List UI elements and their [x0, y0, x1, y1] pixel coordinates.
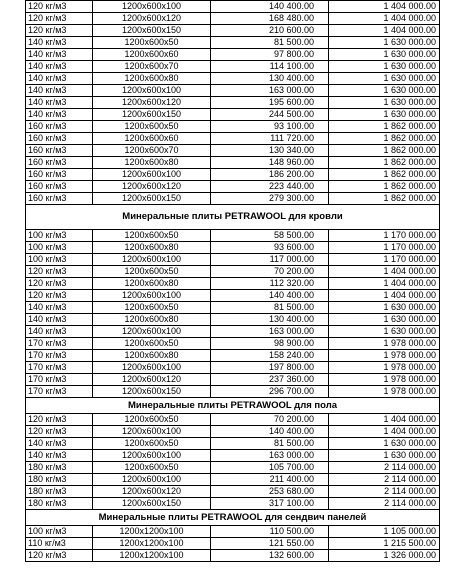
price-per-m3-cell: 1 630 000.00 [329, 109, 440, 121]
size-cell: 1200х600х120 [93, 486, 211, 498]
density-cell: 120 кг/м3 [26, 278, 93, 290]
density-cell: 170 кг/м3 [26, 362, 93, 374]
price-cell: 132 600.00 [211, 550, 329, 562]
price-per-m3-cell: 1 862 000.00 [329, 181, 440, 193]
price-per-m3-cell: 1 630 000.00 [329, 302, 440, 314]
size-cell: 1200х600х50 [93, 266, 211, 278]
density-cell: 140 кг/м3 [26, 326, 93, 338]
table-row [26, 438, 440, 450]
table-row [26, 374, 440, 386]
density-cell: 180 кг/м3 [26, 486, 93, 498]
size-cell: 1200х600х150 [93, 25, 211, 37]
size-cell: 1200х600х150 [93, 109, 211, 121]
density-cell: 120 кг/м3 [26, 550, 93, 562]
price-cell: 114 100.00 [211, 61, 329, 73]
density-cell: 140 кг/м3 [26, 302, 93, 314]
price-per-m3-cell: 1 862 000.00 [329, 157, 440, 169]
price-per-m3-cell: 1 630 000.00 [329, 37, 440, 49]
price-per-m3-cell: 1 630 000.00 [329, 73, 440, 85]
table-row [26, 550, 440, 562]
price-cell: 70 200.00 [211, 266, 329, 278]
price-per-m3-cell: 1 630 000.00 [329, 49, 440, 61]
price-per-m3-cell: 1 978 000.00 [329, 338, 440, 350]
table-row [26, 290, 440, 302]
price-per-m3-cell: 1 630 000.00 [329, 97, 440, 109]
density-cell: 140 кг/м3 [26, 85, 93, 97]
size-cell: 1200х600х100 [93, 450, 211, 462]
price-per-m3-cell: 1 404 000.00 [329, 426, 440, 438]
price-cell: 105 700.00 [211, 462, 329, 474]
size-cell: 1200х600х80 [93, 242, 211, 254]
density-cell: 160 кг/м3 [26, 145, 93, 157]
price-per-m3-cell: 2 114 000.00 [329, 462, 440, 474]
price-cell: 130 400.00 [211, 314, 329, 326]
price-cell: 130 400.00 [211, 73, 329, 85]
price-cell: 58 500.00 [211, 230, 329, 242]
density-cell: 160 кг/м3 [26, 193, 93, 205]
price-cell: 81 500.00 [211, 302, 329, 314]
density-cell: 140 кг/м3 [26, 97, 93, 109]
section-title: Минеральные плиты PETRAWOOL для кровли [26, 205, 440, 230]
table-row [26, 169, 440, 181]
table-row [26, 486, 440, 498]
density-cell: 120 кг/м3 [26, 266, 93, 278]
price-per-m3-cell: 1 404 000.00 [329, 266, 440, 278]
table-row [26, 61, 440, 73]
size-cell: 1200х600х100 [93, 1, 211, 13]
size-cell: 1200х600х100 [93, 426, 211, 438]
price-per-m3-cell: 1 862 000.00 [329, 145, 440, 157]
price-cell: 97 800.00 [211, 49, 329, 61]
size-cell: 1200х600х80 [93, 157, 211, 169]
price-table-body [26, 1, 440, 562]
price-cell: 296 700.00 [211, 386, 329, 398]
size-cell: 1200х600х100 [93, 290, 211, 302]
price-cell: 210 600.00 [211, 25, 329, 37]
table-row [26, 414, 440, 426]
table-row [26, 338, 440, 350]
price-cell: 211 400.00 [211, 474, 329, 486]
price-cell: 98 900.00 [211, 338, 329, 350]
density-cell: 100 кг/м3 [26, 230, 93, 242]
price-cell: 130 340.00 [211, 145, 329, 157]
size-cell: 1200х600х50 [93, 230, 211, 242]
price-per-m3-cell: 2 114 000.00 [329, 498, 440, 510]
price-cell: 93 600.00 [211, 242, 329, 254]
price-per-m3-cell: 2 114 000.00 [329, 474, 440, 486]
size-cell: 1200х600х150 [93, 498, 211, 510]
density-cell: 160 кг/м3 [26, 169, 93, 181]
price-cell: 253 680.00 [211, 486, 329, 498]
table-row [26, 230, 440, 242]
size-cell: 1200х600х50 [93, 37, 211, 49]
price-per-m3-cell: 1 630 000.00 [329, 314, 440, 326]
table-row [26, 526, 440, 538]
price-cell: 140 400.00 [211, 426, 329, 438]
density-cell: 140 кг/м3 [26, 37, 93, 49]
size-cell: 1200х600х80 [93, 314, 211, 326]
price-per-m3-cell: 1 170 000.00 [329, 242, 440, 254]
section-header [26, 205, 440, 230]
size-cell: 1200х600х80 [93, 278, 211, 290]
price-per-m3-cell: 1 326 000.00 [329, 550, 440, 562]
table-row [26, 242, 440, 254]
price-cell: 195 600.00 [211, 97, 329, 109]
size-cell: 1200х600х120 [93, 181, 211, 193]
table-row [26, 37, 440, 49]
price-cell: 140 400.00 [211, 290, 329, 302]
density-cell: 170 кг/м3 [26, 350, 93, 362]
price-per-m3-cell: 1 862 000.00 [329, 133, 440, 145]
table-row [26, 13, 440, 25]
table-row [26, 121, 440, 133]
size-cell: 1200х1200х100 [93, 526, 211, 538]
table-row [26, 109, 440, 121]
table-row [26, 302, 440, 314]
size-cell: 1200х600х50 [93, 121, 211, 133]
price-per-m3-cell: 1 978 000.00 [329, 374, 440, 386]
size-cell: 1200х600х60 [93, 133, 211, 145]
price-cell: 121 550.00 [211, 538, 329, 550]
price-cell: 112 320.00 [211, 278, 329, 290]
table-row [26, 498, 440, 510]
density-cell: 140 кг/м3 [26, 450, 93, 462]
price-per-m3-cell: 1 630 000.00 [329, 438, 440, 450]
price-per-m3-cell: 1 978 000.00 [329, 386, 440, 398]
price-sheet [25, 0, 439, 562]
density-cell: 140 кг/м3 [26, 73, 93, 85]
table-row [26, 254, 440, 266]
table-row [26, 462, 440, 474]
table-row [26, 97, 440, 109]
size-cell: 1200х600х50 [93, 462, 211, 474]
price-cell: 163 000.00 [211, 326, 329, 338]
table-row [26, 73, 440, 85]
price-per-m3-cell: 1 170 000.00 [329, 254, 440, 266]
size-cell: 1200х600х100 [93, 85, 211, 97]
size-cell: 1200х1200х100 [93, 550, 211, 562]
size-cell: 1200х600х100 [93, 326, 211, 338]
density-cell: 100 кг/м3 [26, 526, 93, 538]
price-per-m3-cell: 1 630 000.00 [329, 450, 440, 462]
section-title: Минеральные плиты PETRAWOOL для пола [26, 398, 440, 414]
table-row [26, 145, 440, 157]
table-row [26, 181, 440, 193]
price-per-m3-cell: 1 630 000.00 [329, 326, 440, 338]
density-cell: 140 кг/м3 [26, 314, 93, 326]
density-cell: 180 кг/м3 [26, 474, 93, 486]
price-cell: 279 300.00 [211, 193, 329, 205]
price-per-m3-cell: 1 404 000.00 [329, 278, 440, 290]
table-row [26, 49, 440, 61]
price-per-m3-cell: 2 114 000.00 [329, 486, 440, 498]
size-cell: 1200х600х50 [93, 302, 211, 314]
price-per-m3-cell: 1 978 000.00 [329, 362, 440, 374]
table-row [26, 157, 440, 169]
size-cell: 1200х600х50 [93, 338, 211, 350]
density-cell: 110 кг/м3 [26, 538, 93, 550]
price-table [25, 0, 440, 562]
size-cell: 1200х600х70 [93, 61, 211, 73]
price-cell: 111 720.00 [211, 133, 329, 145]
size-cell: 1200х600х100 [93, 362, 211, 374]
price-cell: 158 240.00 [211, 350, 329, 362]
size-cell: 1200х1200х100 [93, 538, 211, 550]
table-row [26, 133, 440, 145]
price-cell: 140 400.00 [211, 1, 329, 13]
price-cell: 93 100.00 [211, 121, 329, 133]
table-row [26, 362, 440, 374]
price-cell: 163 000.00 [211, 450, 329, 462]
table-row [26, 326, 440, 338]
table-row [26, 474, 440, 486]
size-cell: 1200х600х60 [93, 49, 211, 61]
size-cell: 1200х600х70 [93, 145, 211, 157]
density-cell: 140 кг/м3 [26, 49, 93, 61]
price-per-m3-cell: 1 630 000.00 [329, 85, 440, 97]
size-cell: 1200х600х150 [93, 386, 211, 398]
table-row [26, 314, 440, 326]
size-cell: 1200х600х50 [93, 438, 211, 450]
table-row [26, 426, 440, 438]
price-per-m3-cell: 1 630 000.00 [329, 61, 440, 73]
price-per-m3-cell: 1 215 500.00 [329, 538, 440, 550]
price-cell: 168 480.00 [211, 13, 329, 25]
size-cell: 1200х600х100 [93, 254, 211, 266]
density-cell: 160 кг/м3 [26, 133, 93, 145]
table-row [26, 25, 440, 37]
price-cell: 110 500.00 [211, 526, 329, 538]
section-title: Минеральные плиты PETRAWOOL для сендвич панелей [26, 510, 440, 526]
size-cell: 1200х600х120 [93, 374, 211, 386]
size-cell: 1200х600х80 [93, 73, 211, 85]
density-cell: 160 кг/м3 [26, 181, 93, 193]
density-cell: 140 кг/м3 [26, 61, 93, 73]
price-cell: 81 500.00 [211, 37, 329, 49]
table-row [26, 1, 440, 13]
price-cell: 163 000.00 [211, 85, 329, 97]
density-cell: 140 кг/м3 [26, 438, 93, 450]
table-row [26, 386, 440, 398]
size-cell: 1200х600х50 [93, 414, 211, 426]
density-cell: 120 кг/м3 [26, 290, 93, 302]
table-row [26, 193, 440, 205]
price-per-m3-cell: 1 978 000.00 [329, 350, 440, 362]
price-cell: 317 100.00 [211, 498, 329, 510]
density-cell: 180 кг/м3 [26, 498, 93, 510]
density-cell: 100 кг/м3 [26, 254, 93, 266]
price-cell: 81 500.00 [211, 438, 329, 450]
price-cell: 70 200.00 [211, 414, 329, 426]
density-cell: 120 кг/м3 [26, 414, 93, 426]
price-cell: 117 000.00 [211, 254, 329, 266]
price-per-m3-cell: 1 862 000.00 [329, 193, 440, 205]
price-per-m3-cell: 1 404 000.00 [329, 414, 440, 426]
price-per-m3-cell: 1 862 000.00 [329, 169, 440, 181]
price-per-m3-cell: 1 105 000.00 [329, 526, 440, 538]
density-cell: 120 кг/м3 [26, 1, 93, 13]
price-cell: 237 360.00 [211, 374, 329, 386]
price-per-m3-cell: 1 170 000.00 [329, 230, 440, 242]
table-row [26, 266, 440, 278]
density-cell: 160 кг/м3 [26, 121, 93, 133]
size-cell: 1200х600х120 [93, 13, 211, 25]
price-per-m3-cell: 1 404 000.00 [329, 1, 440, 13]
table-row [26, 85, 440, 97]
density-cell: 140 кг/м3 [26, 109, 93, 121]
size-cell: 1200х600х120 [93, 97, 211, 109]
density-cell: 120 кг/м3 [26, 13, 93, 25]
density-cell: 120 кг/м3 [26, 426, 93, 438]
price-per-m3-cell: 1 404 000.00 [329, 25, 440, 37]
density-cell: 180 кг/м3 [26, 462, 93, 474]
size-cell: 1200х600х100 [93, 474, 211, 486]
density-cell: 170 кг/м3 [26, 374, 93, 386]
price-per-m3-cell: 1 862 000.00 [329, 121, 440, 133]
density-cell: 100 кг/м3 [26, 242, 93, 254]
density-cell: 170 кг/м3 [26, 338, 93, 350]
density-cell: 170 кг/м3 [26, 386, 93, 398]
table-row [26, 278, 440, 290]
table-row [26, 538, 440, 550]
size-cell: 1200х600х150 [93, 193, 211, 205]
price-cell: 223 440.00 [211, 181, 329, 193]
table-row [26, 450, 440, 462]
section-header [26, 398, 440, 414]
size-cell: 1200х600х100 [93, 169, 211, 181]
price-per-m3-cell: 1 404 000.00 [329, 290, 440, 302]
table-row [26, 350, 440, 362]
price-cell: 148 960.00 [211, 157, 329, 169]
price-cell: 244 500.00 [211, 109, 329, 121]
section-header [26, 510, 440, 526]
price-per-m3-cell: 1 404 000.00 [329, 13, 440, 25]
density-cell: 160 кг/м3 [26, 157, 93, 169]
price-cell: 186 200.00 [211, 169, 329, 181]
density-cell: 120 кг/м3 [26, 25, 93, 37]
size-cell: 1200х600х80 [93, 350, 211, 362]
price-cell: 197 800.00 [211, 362, 329, 374]
